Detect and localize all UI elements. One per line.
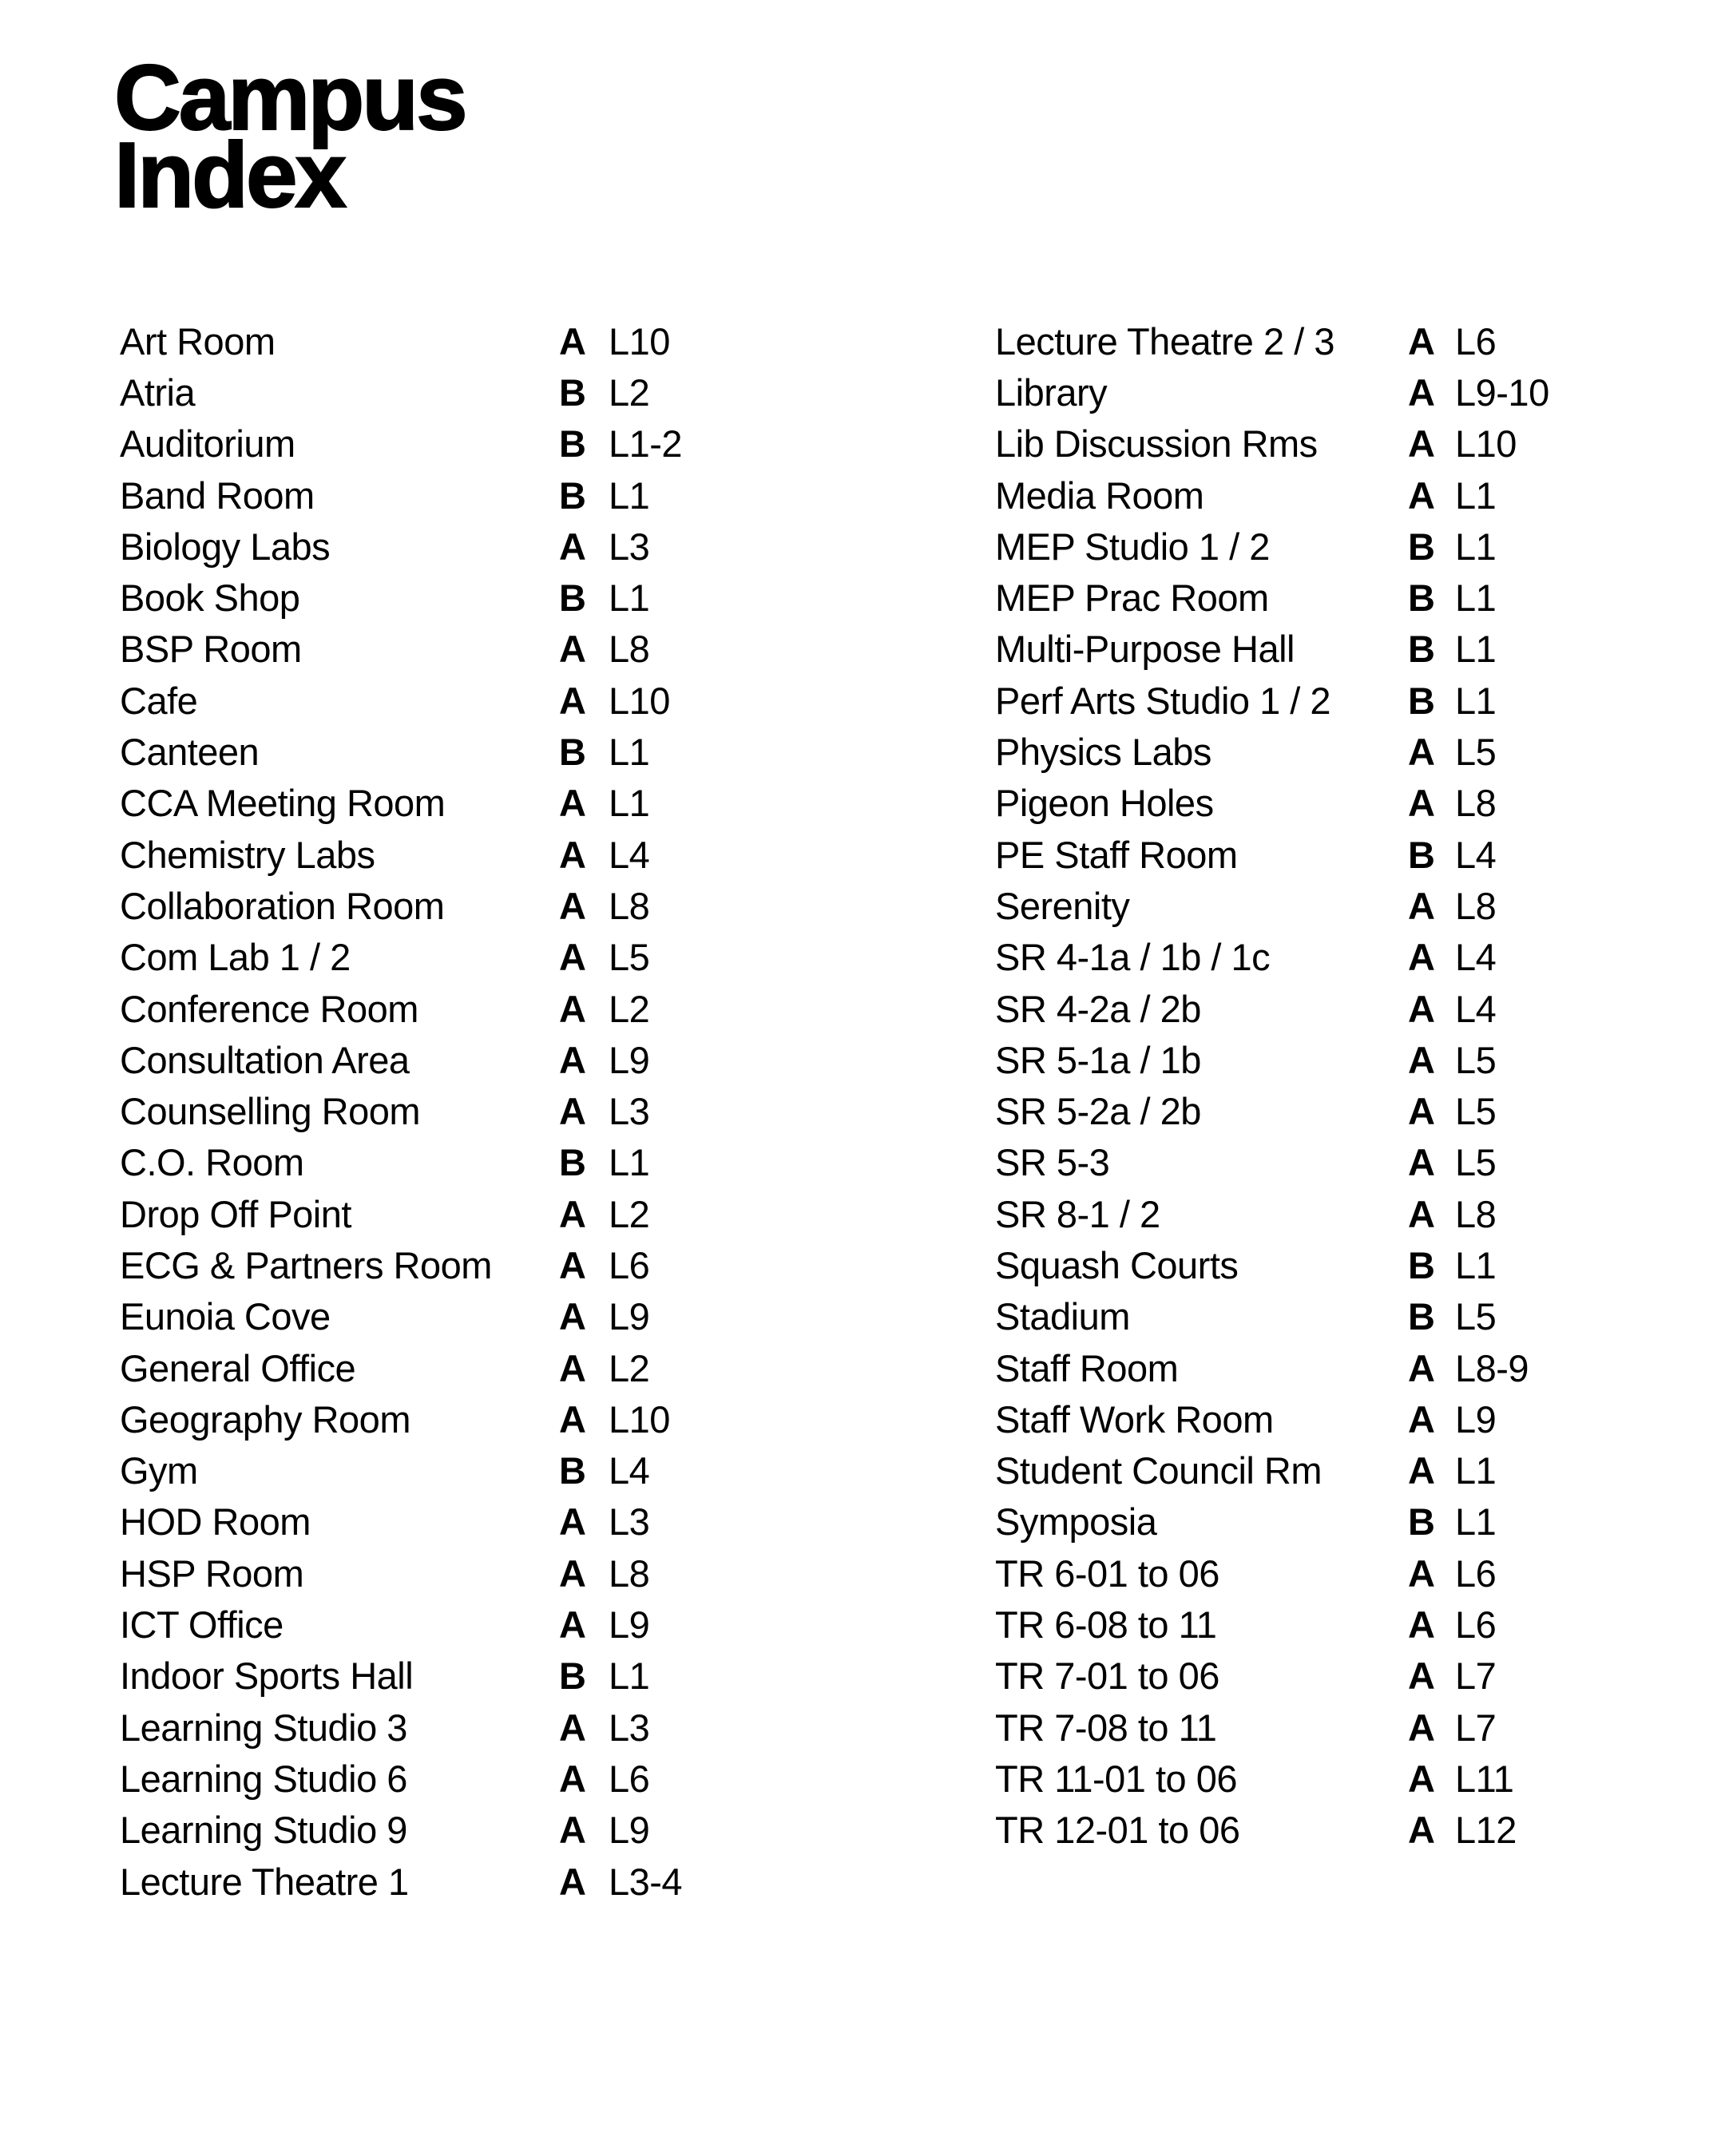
index-row	[120, 1445, 926, 1496]
index-row	[995, 1496, 1725, 1548]
building-letter: A	[1408, 1038, 1435, 1081]
page-title-line1: Campus	[114, 46, 466, 149]
level-label: L9	[609, 1295, 650, 1338]
room-name: Perf Arts Studio 1 / 2	[995, 679, 1331, 722]
building-letter: A	[1408, 1552, 1435, 1595]
level-label: L1	[1455, 628, 1497, 671]
index-row	[995, 1702, 1725, 1753]
level-label: L12	[1455, 1809, 1517, 1852]
level-label: L1-2	[609, 422, 683, 466]
room-name: SR 4-2a / 2b	[995, 987, 1201, 1030]
building-letter: A	[559, 782, 586, 825]
level-label: L5	[1455, 1090, 1497, 1133]
level-label: L7	[1455, 1706, 1497, 1749]
index-row	[995, 470, 1725, 521]
room-name: Auditorium	[120, 422, 295, 466]
room-name: C.O. Room	[120, 1141, 304, 1184]
level-label: L8	[1455, 1192, 1497, 1235]
level-label: L1	[609, 1141, 650, 1184]
building-letter: B	[559, 1449, 586, 1492]
index-row	[120, 1188, 926, 1239]
building-letter: A	[1408, 319, 1435, 363]
building-letter: A	[1408, 371, 1435, 414]
room-name: HSP Room	[120, 1552, 304, 1595]
building-letter: B	[559, 474, 586, 517]
building-letter: B	[1408, 833, 1435, 876]
level-label: L1	[609, 577, 650, 620]
level-label: L6	[609, 1757, 650, 1800]
index-row	[995, 778, 1725, 829]
index-row	[995, 1188, 1725, 1239]
building-letter: A	[559, 1500, 586, 1544]
room-name: Lecture Theatre 2 / 3	[995, 319, 1334, 363]
building-letter: B	[1408, 1243, 1435, 1286]
building-letter: A	[1408, 422, 1435, 466]
level-label: L2	[609, 371, 650, 414]
index-row	[995, 1291, 1725, 1342]
level-label: L4	[1455, 987, 1497, 1030]
level-label: L1	[1455, 1500, 1497, 1544]
building-letter: A	[1408, 1809, 1435, 1852]
level-label: L10	[609, 1397, 670, 1441]
building-letter: A	[559, 1243, 586, 1286]
index-row	[120, 367, 926, 418]
room-name: TR 7-01 to 06	[995, 1655, 1219, 1698]
building-letter: A	[559, 1706, 586, 1749]
building-letter: A	[559, 1192, 586, 1235]
level-label: L7	[1455, 1655, 1497, 1698]
level-label: L9	[609, 1038, 650, 1081]
room-name: Collaboration Room	[120, 884, 445, 927]
level-label: L10	[1455, 422, 1517, 466]
level-label: L10	[609, 679, 670, 722]
index-row	[120, 1342, 926, 1393]
building-letter: B	[1408, 1295, 1435, 1338]
index-row	[120, 880, 926, 931]
index-row	[120, 675, 926, 726]
building-letter: A	[559, 1346, 586, 1389]
index-row	[995, 1137, 1725, 1188]
room-name: Learning Studio 3	[120, 1706, 407, 1749]
index-row	[995, 1445, 1725, 1496]
room-name: Pigeon Holes	[995, 782, 1214, 825]
index-column-right	[995, 315, 1725, 1856]
room-name: Serenity	[995, 884, 1130, 927]
room-name: Com Lab 1 / 2	[120, 936, 351, 979]
building-letter: A	[559, 1809, 586, 1852]
building-letter: A	[1408, 1449, 1435, 1492]
room-name: Student Council Rm	[995, 1449, 1322, 1492]
room-name: BSP Room	[120, 628, 302, 671]
building-letter: A	[559, 1038, 586, 1081]
index-row	[995, 1599, 1725, 1650]
building-letter: A	[1408, 1706, 1435, 1749]
building-letter: A	[1408, 1603, 1435, 1647]
level-label: L5	[1455, 731, 1497, 774]
level-label: L8-9	[1455, 1346, 1529, 1389]
index-row	[995, 418, 1725, 470]
level-label: L1	[609, 782, 650, 825]
level-label: L9	[1455, 1397, 1497, 1441]
room-name: Stadium	[995, 1295, 1130, 1338]
level-label: L5	[1455, 1141, 1497, 1184]
building-letter: B	[559, 422, 586, 466]
room-name: SR 5-1a / 1b	[995, 1038, 1201, 1081]
index-row	[995, 1805, 1725, 1856]
building-letter: A	[1408, 1655, 1435, 1698]
building-letter: A	[1408, 987, 1435, 1030]
level-label: L8	[609, 884, 650, 927]
level-label: L4	[1455, 833, 1497, 876]
level-label: L3	[609, 1500, 650, 1544]
index-row	[995, 1239, 1725, 1290]
building-letter: B	[1408, 679, 1435, 722]
room-name: Conference Room	[120, 987, 418, 1030]
index-row	[995, 1393, 1725, 1445]
building-letter: A	[1408, 1192, 1435, 1235]
level-label: L6	[1455, 1552, 1497, 1595]
room-name: SR 4-1a / 1b / 1c	[995, 936, 1271, 979]
index-row	[120, 470, 926, 521]
room-name: Staff Work Room	[995, 1397, 1274, 1441]
building-letter: A	[559, 1552, 586, 1595]
index-row	[995, 726, 1725, 777]
room-name: Atria	[120, 371, 196, 414]
index-row	[995, 675, 1725, 726]
room-name: Eunoia Cove	[120, 1295, 331, 1338]
index-row	[995, 521, 1725, 572]
page-title-line2: Index	[114, 123, 344, 227]
index-row	[120, 315, 926, 367]
level-label: L9	[609, 1603, 650, 1647]
index-row	[120, 1496, 926, 1548]
building-letter: A	[1408, 884, 1435, 927]
building-letter: A	[1408, 1141, 1435, 1184]
building-letter: A	[1408, 1346, 1435, 1389]
building-letter: A	[559, 833, 586, 876]
index-row	[995, 1548, 1725, 1599]
level-label: L1	[609, 474, 650, 517]
page-title	[114, 46, 466, 227]
index-row	[120, 1702, 926, 1753]
building-letter: A	[559, 884, 586, 927]
building-letter: A	[1408, 731, 1435, 774]
level-label: L6	[609, 1243, 650, 1286]
building-letter: B	[559, 1141, 586, 1184]
room-name: Cafe	[120, 679, 198, 722]
room-name: Library	[995, 371, 1108, 414]
room-name: SR 5-3	[995, 1141, 1110, 1184]
room-name: TR 6-01 to 06	[995, 1552, 1219, 1595]
building-letter: B	[1408, 628, 1435, 671]
room-name: Consultation Area	[120, 1038, 410, 1081]
room-name: General Office	[120, 1346, 356, 1389]
building-letter: A	[1408, 936, 1435, 979]
index-row	[120, 983, 926, 1034]
level-label: L5	[609, 936, 650, 979]
index-row	[120, 1805, 926, 1856]
building-letter: A	[559, 1295, 586, 1338]
index-row	[120, 1085, 926, 1136]
level-label: L10	[609, 319, 670, 363]
index-row	[120, 418, 926, 470]
building-letter: A	[559, 628, 586, 671]
building-letter: B	[559, 577, 586, 620]
room-name: MEP Studio 1 / 2	[995, 525, 1270, 568]
room-name: Geography Room	[120, 1397, 410, 1441]
room-name: HOD Room	[120, 1500, 311, 1544]
level-label: L1	[609, 731, 650, 774]
building-letter: B	[559, 1655, 586, 1698]
room-name: SR 8-1 / 2	[995, 1192, 1160, 1235]
level-label: L1	[1455, 679, 1497, 722]
index-row	[120, 778, 926, 829]
room-name: Canteen	[120, 731, 260, 774]
room-name: Counselling Room	[120, 1090, 421, 1133]
room-name: Lecture Theatre 1	[120, 1860, 409, 1903]
index-row	[995, 983, 1725, 1034]
level-label: L1	[1455, 474, 1497, 517]
building-letter: A	[559, 1757, 586, 1800]
level-label: L4	[609, 1449, 650, 1492]
room-name: Chemistry Labs	[120, 833, 375, 876]
level-label: L8	[1455, 884, 1497, 927]
level-label: L8	[609, 1552, 650, 1595]
building-letter: A	[559, 1090, 586, 1133]
room-name: Indoor Sports Hall	[120, 1655, 414, 1698]
building-letter: A	[559, 679, 586, 722]
building-letter: A	[559, 936, 586, 979]
index-row	[120, 932, 926, 983]
level-label: L5	[1455, 1038, 1497, 1081]
level-label: L4	[609, 833, 650, 876]
level-label: L8	[609, 628, 650, 671]
level-label: L2	[609, 987, 650, 1030]
index-row	[995, 1651, 1725, 1702]
index-row	[120, 1856, 926, 1907]
level-label: L9-10	[1455, 371, 1549, 414]
index-row	[120, 1548, 926, 1599]
index-row	[995, 315, 1725, 367]
building-letter: B	[559, 731, 586, 774]
room-name: Multi-Purpose Hall	[995, 628, 1295, 671]
building-letter: A	[1408, 1757, 1435, 1800]
level-label: L3	[609, 1090, 650, 1133]
index-row	[120, 1651, 926, 1702]
room-name: Media Room	[995, 474, 1204, 517]
room-name: TR 7-08 to 11	[995, 1706, 1217, 1749]
level-label: L1	[1455, 577, 1497, 620]
room-name: CCA Meeting Room	[120, 782, 446, 825]
level-label: L3	[609, 525, 650, 568]
room-name: Band Room	[120, 474, 315, 517]
index-row	[120, 1753, 926, 1804]
building-letter: A	[1408, 782, 1435, 825]
level-label: L2	[609, 1192, 650, 1235]
building-letter: A	[559, 987, 586, 1030]
index-row	[995, 1034, 1725, 1085]
room-name: Learning Studio 6	[120, 1757, 407, 1800]
room-name: Staff Room	[995, 1346, 1179, 1389]
index-row	[995, 572, 1725, 623]
room-name: Physics Labs	[995, 731, 1211, 774]
room-name: Drop Off Point	[120, 1192, 351, 1235]
index-row	[120, 624, 926, 675]
room-name: TR 12-01 to 06	[995, 1809, 1240, 1852]
index-row	[120, 726, 926, 777]
index-row	[995, 932, 1725, 983]
building-letter: B	[1408, 1500, 1435, 1544]
index-row	[995, 367, 1725, 418]
building-letter: A	[559, 1603, 586, 1647]
room-name: Lib Discussion Rms	[995, 422, 1318, 466]
index-row	[995, 880, 1725, 931]
level-label: L3	[609, 1706, 650, 1749]
level-label: L9	[609, 1809, 650, 1852]
index-row	[120, 1239, 926, 1290]
index-row	[120, 1393, 926, 1445]
index-row	[995, 1085, 1725, 1136]
level-label: L1	[1455, 1243, 1497, 1286]
index-row	[120, 521, 926, 572]
index-row	[120, 1034, 926, 1085]
level-label: L4	[1455, 936, 1497, 979]
index-row	[120, 572, 926, 623]
index-column-left	[120, 315, 926, 1907]
room-name: MEP Prac Room	[995, 577, 1269, 620]
index-row	[120, 829, 926, 880]
level-label: L5	[1455, 1295, 1497, 1338]
index-row	[120, 1599, 926, 1650]
building-letter: A	[1408, 474, 1435, 517]
room-name: SR 5-2a / 2b	[995, 1090, 1201, 1133]
building-letter: A	[559, 1860, 586, 1903]
room-name: Gym	[120, 1449, 198, 1492]
index-row	[995, 1342, 1725, 1393]
room-name: Symposia	[995, 1500, 1157, 1544]
building-letter: B	[1408, 525, 1435, 568]
building-letter: A	[559, 319, 586, 363]
building-letter: A	[1408, 1090, 1435, 1133]
room-name: ECG & Partners Room	[120, 1243, 492, 1286]
index-row	[995, 624, 1725, 675]
level-label: L6	[1455, 1603, 1497, 1647]
level-label: L3-4	[609, 1860, 683, 1903]
level-label: L1	[1455, 1449, 1497, 1492]
room-name: Squash Courts	[995, 1243, 1239, 1286]
index-row	[995, 1753, 1725, 1804]
room-name: Art Room	[120, 319, 276, 363]
index-row	[120, 1291, 926, 1342]
index-row	[995, 829, 1725, 880]
level-label: L8	[1455, 782, 1497, 825]
room-name: Learning Studio 9	[120, 1809, 407, 1852]
room-name: PE Staff Room	[995, 833, 1238, 876]
room-name: Book Shop	[120, 577, 300, 620]
building-letter: A	[1408, 1397, 1435, 1441]
room-name: Biology Labs	[120, 525, 331, 568]
room-name: ICT Office	[120, 1603, 284, 1647]
room-name: TR 6-08 to 11	[995, 1603, 1217, 1647]
level-label: L1	[609, 1655, 650, 1698]
level-label: L2	[609, 1346, 650, 1389]
building-letter: A	[559, 1397, 586, 1441]
building-letter: A	[559, 525, 586, 568]
level-label: L1	[1455, 525, 1497, 568]
level-label: L11	[1455, 1757, 1514, 1800]
building-letter: B	[1408, 577, 1435, 620]
level-label: L6	[1455, 319, 1497, 363]
index-row	[120, 1137, 926, 1188]
building-letter: B	[559, 371, 586, 414]
room-name: TR 11-01 to 06	[995, 1757, 1238, 1800]
